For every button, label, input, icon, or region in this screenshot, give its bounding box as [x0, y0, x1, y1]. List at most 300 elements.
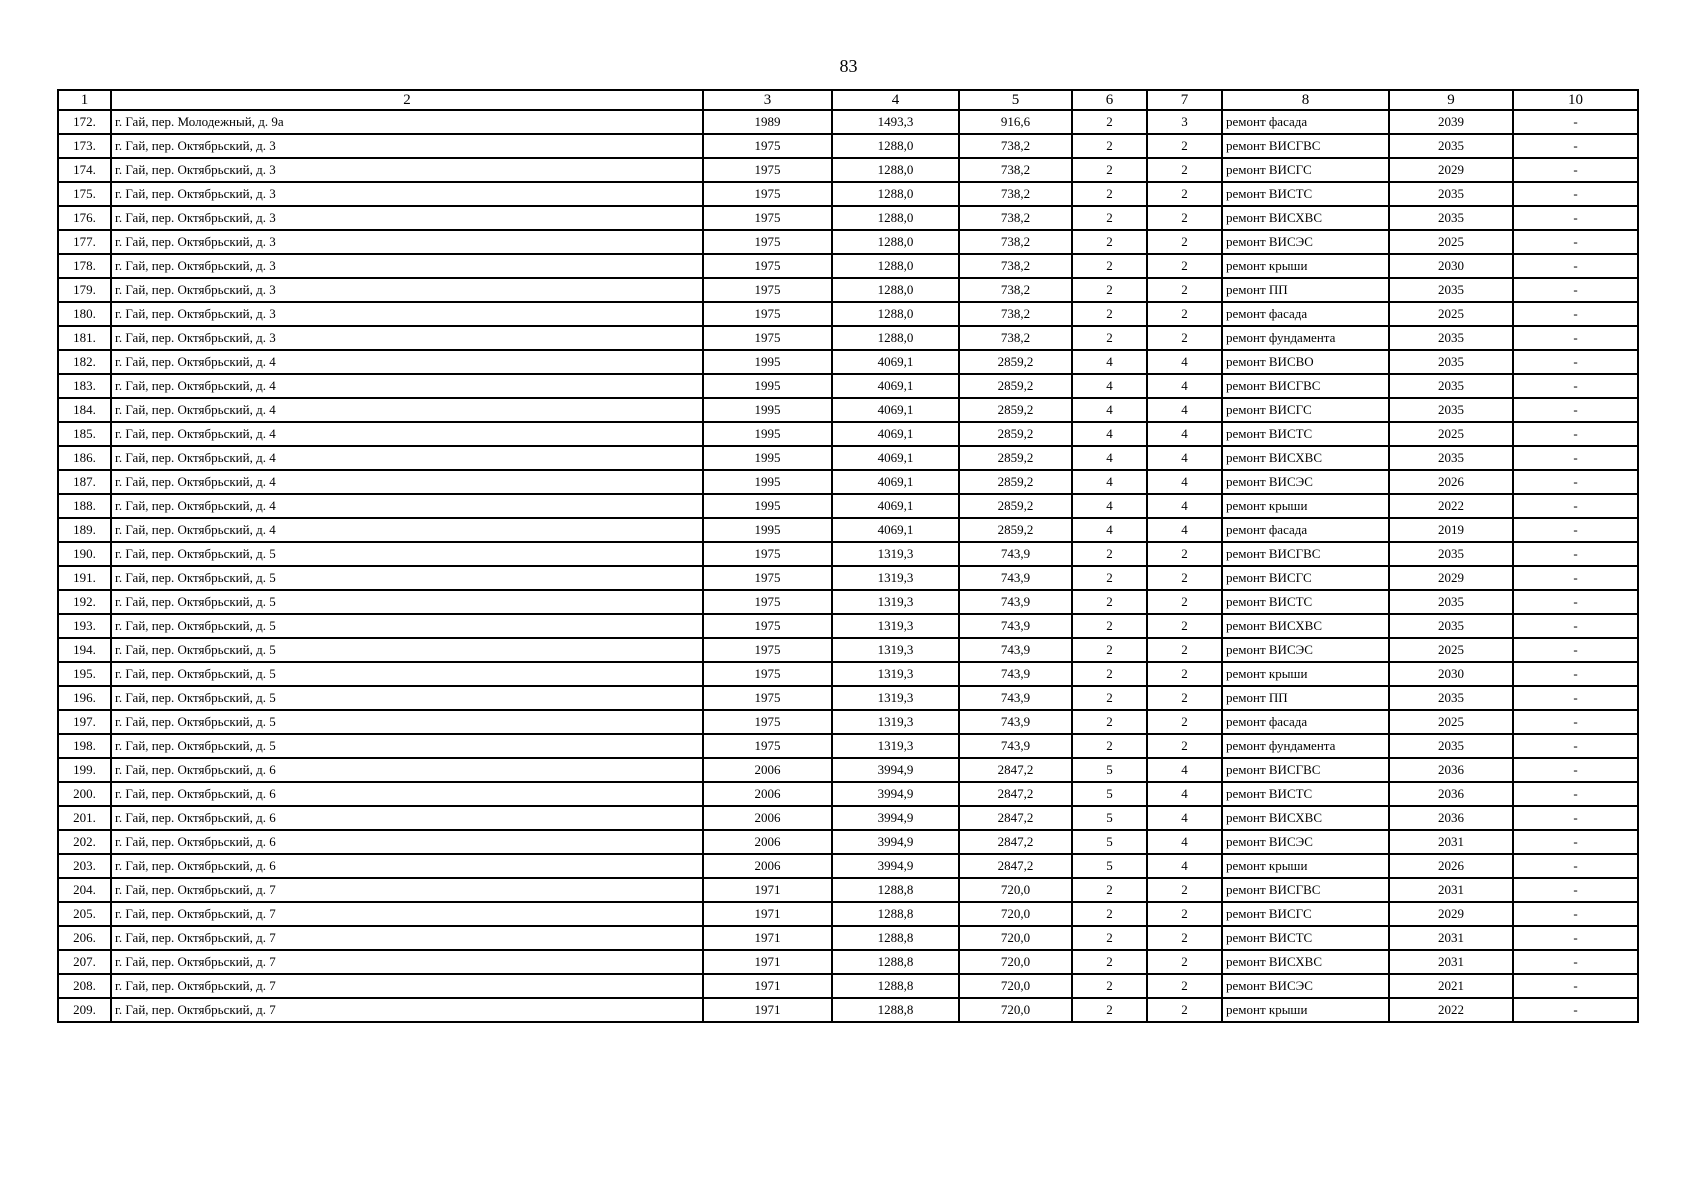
total-area-cell: 3994,9 [832, 758, 959, 782]
address-cell: г. Гай, пер. Октябрьский, д. 5 [111, 614, 703, 638]
year-built-cell: 1975 [703, 158, 832, 182]
total-area-cell: 1319,3 [832, 638, 959, 662]
table-header [58, 90, 1638, 110]
total-area-cell: 1319,3 [832, 662, 959, 686]
entrances-cell: 3 [1147, 110, 1222, 134]
table-row [58, 206, 1638, 230]
row-number-cell: 190. [58, 542, 111, 566]
note-cell: - [1513, 350, 1638, 374]
living-area-cell: 743,9 [959, 686, 1072, 710]
total-area-cell: 1288,0 [832, 278, 959, 302]
living-area-cell: 743,9 [959, 614, 1072, 638]
note-cell: - [1513, 134, 1638, 158]
note-cell: - [1513, 926, 1638, 950]
total-area-cell: 1288,8 [832, 902, 959, 926]
entrances-cell: 4 [1147, 830, 1222, 854]
address-cell: г. Гай, пер. Октябрьский, д. 7 [111, 926, 703, 950]
planned-year-cell: 2022 [1389, 998, 1513, 1022]
floors-cell: 2 [1072, 710, 1147, 734]
planned-year-cell: 2035 [1389, 542, 1513, 566]
total-area-cell: 1493,3 [832, 110, 959, 134]
living-area-cell: 743,9 [959, 710, 1072, 734]
total-area-cell: 1288,0 [832, 326, 959, 350]
planned-year-cell: 2039 [1389, 110, 1513, 134]
total-area-cell: 4069,1 [832, 422, 959, 446]
floors-cell: 2 [1072, 230, 1147, 254]
repair-type-cell: ремонт крыши [1222, 662, 1389, 686]
living-area-cell: 738,2 [959, 206, 1072, 230]
table-row [58, 494, 1638, 518]
year-built-cell: 1975 [703, 206, 832, 230]
table-row [58, 662, 1638, 686]
floors-cell: 2 [1072, 254, 1147, 278]
planned-year-cell: 2026 [1389, 470, 1513, 494]
year-built-cell: 1975 [703, 302, 832, 326]
note-cell: - [1513, 518, 1638, 542]
table-row [58, 422, 1638, 446]
table-row [58, 230, 1638, 254]
planned-year-cell: 2035 [1389, 614, 1513, 638]
total-area-cell: 1288,0 [832, 158, 959, 182]
note-cell: - [1513, 686, 1638, 710]
address-cell: г. Гай, пер. Октябрьский, д. 6 [111, 806, 703, 830]
living-area-cell: 743,9 [959, 662, 1072, 686]
planned-year-cell: 2025 [1389, 422, 1513, 446]
row-number-cell: 192. [58, 590, 111, 614]
entrances-cell: 4 [1147, 446, 1222, 470]
row-number-cell: 193. [58, 614, 111, 638]
header-cell-col6: 6 [1072, 90, 1147, 110]
living-area-cell: 2859,2 [959, 518, 1072, 542]
address-cell: г. Гай, пер. Октябрьский, д. 6 [111, 854, 703, 878]
row-number-cell: 178. [58, 254, 111, 278]
year-built-cell: 2006 [703, 854, 832, 878]
planned-year-cell: 2031 [1389, 950, 1513, 974]
living-area-cell: 720,0 [959, 950, 1072, 974]
row-number-cell: 184. [58, 398, 111, 422]
repair-type-cell: ремонт ВИСТС [1222, 182, 1389, 206]
planned-year-cell: 2030 [1389, 662, 1513, 686]
entrances-cell: 2 [1147, 302, 1222, 326]
living-area-cell: 2859,2 [959, 350, 1072, 374]
row-number-cell: 194. [58, 638, 111, 662]
planned-year-cell: 2025 [1389, 302, 1513, 326]
total-area-cell: 1319,3 [832, 734, 959, 758]
living-area-cell: 738,2 [959, 254, 1072, 278]
page-number: 83 [839, 56, 858, 76]
row-number-cell: 208. [58, 974, 111, 998]
planned-year-cell: 2031 [1389, 830, 1513, 854]
entrances-cell: 2 [1147, 254, 1222, 278]
note-cell: - [1513, 878, 1638, 902]
entrances-cell: 2 [1147, 662, 1222, 686]
row-number-cell: 181. [58, 326, 111, 350]
note-cell: - [1513, 998, 1638, 1022]
address-cell: г. Гай, пер. Октябрьский, д. 4 [111, 518, 703, 542]
total-area-cell: 1288,8 [832, 878, 959, 902]
total-area-cell: 1288,8 [832, 974, 959, 998]
row-number-cell: 180. [58, 302, 111, 326]
header-cell-col2: 2 [111, 90, 703, 110]
address-cell: г. Гай, пер. Октябрьский, д. 3 [111, 182, 703, 206]
address-cell: г. Гай, пер. Октябрьский, д. 3 [111, 230, 703, 254]
address-cell: г. Гай, пер. Октябрьский, д. 6 [111, 830, 703, 854]
total-area-cell: 4069,1 [832, 446, 959, 470]
row-number-cell: 196. [58, 686, 111, 710]
entrances-cell: 4 [1147, 494, 1222, 518]
planned-year-cell: 2035 [1389, 326, 1513, 350]
row-number-cell: 199. [58, 758, 111, 782]
row-number-cell: 206. [58, 926, 111, 950]
planned-year-cell: 2035 [1389, 398, 1513, 422]
repair-type-cell: ремонт ВИСГС [1222, 902, 1389, 926]
table-row [58, 590, 1638, 614]
header-cell-col10: 10 [1513, 90, 1638, 110]
note-cell: - [1513, 566, 1638, 590]
note-cell: - [1513, 278, 1638, 302]
floors-cell: 2 [1072, 134, 1147, 158]
table-row [58, 686, 1638, 710]
note-cell: - [1513, 806, 1638, 830]
planned-year-cell: 2029 [1389, 158, 1513, 182]
floors-cell: 2 [1072, 638, 1147, 662]
note-cell: - [1513, 734, 1638, 758]
entrances-cell: 2 [1147, 614, 1222, 638]
address-cell: г. Гай, пер. Октябрьский, д. 7 [111, 974, 703, 998]
repair-type-cell: ремонт ВИСЭС [1222, 830, 1389, 854]
note-cell: - [1513, 614, 1638, 638]
planned-year-cell: 2030 [1389, 254, 1513, 278]
address-cell: г. Гай, пер. Молодежный, д. 9а [111, 110, 703, 134]
entrances-cell: 4 [1147, 782, 1222, 806]
planned-year-cell: 2025 [1389, 710, 1513, 734]
repair-type-cell: ремонт фасада [1222, 710, 1389, 734]
entrances-cell: 2 [1147, 686, 1222, 710]
repair-type-cell: ремонт ВИСГС [1222, 398, 1389, 422]
repair-type-cell: ремонт ВИСТС [1222, 926, 1389, 950]
note-cell: - [1513, 542, 1638, 566]
note-cell: - [1513, 830, 1638, 854]
year-built-cell: 1971 [703, 926, 832, 950]
header-cell-col3: 3 [703, 90, 832, 110]
year-built-cell: 1995 [703, 374, 832, 398]
row-number-cell: 182. [58, 350, 111, 374]
table-row [58, 374, 1638, 398]
year-built-cell: 1975 [703, 638, 832, 662]
repair-type-cell: ремонт ВИСГВС [1222, 374, 1389, 398]
repair-type-cell: ремонт ВИСЭС [1222, 974, 1389, 998]
year-built-cell: 1975 [703, 134, 832, 158]
entrances-cell: 2 [1147, 542, 1222, 566]
repair-type-cell: ремонт ВИСХВС [1222, 446, 1389, 470]
note-cell: - [1513, 494, 1638, 518]
planned-year-cell: 2035 [1389, 446, 1513, 470]
year-built-cell: 1995 [703, 518, 832, 542]
note-cell: - [1513, 470, 1638, 494]
year-built-cell: 1975 [703, 686, 832, 710]
address-cell: г. Гай, пер. Октябрьский, д. 5 [111, 662, 703, 686]
floors-cell: 5 [1072, 782, 1147, 806]
note-cell: - [1513, 758, 1638, 782]
repair-type-cell: ремонт ВИСХВС [1222, 206, 1389, 230]
living-area-cell: 2847,2 [959, 854, 1072, 878]
total-area-cell: 1288,0 [832, 230, 959, 254]
year-built-cell: 1971 [703, 950, 832, 974]
note-cell: - [1513, 374, 1638, 398]
note-cell: - [1513, 446, 1638, 470]
row-number-cell: 172. [58, 110, 111, 134]
living-area-cell: 2847,2 [959, 830, 1072, 854]
address-cell: г. Гай, пер. Октябрьский, д. 5 [111, 566, 703, 590]
planned-year-cell: 2031 [1389, 878, 1513, 902]
floors-cell: 4 [1072, 350, 1147, 374]
living-area-cell: 2847,2 [959, 806, 1072, 830]
address-cell: г. Гай, пер. Октябрьский, д. 3 [111, 206, 703, 230]
planned-year-cell: 2036 [1389, 806, 1513, 830]
total-area-cell: 1288,8 [832, 926, 959, 950]
address-cell: г. Гай, пер. Октябрьский, д. 4 [111, 494, 703, 518]
repair-type-cell: ремонт фасада [1222, 518, 1389, 542]
entrances-cell: 2 [1147, 734, 1222, 758]
address-cell: г. Гай, пер. Октябрьский, д. 3 [111, 278, 703, 302]
total-area-cell: 4069,1 [832, 470, 959, 494]
entrances-cell: 2 [1147, 590, 1222, 614]
year-built-cell: 1975 [703, 662, 832, 686]
living-area-cell: 738,2 [959, 182, 1072, 206]
repair-type-cell: ремонт ВИСЭС [1222, 470, 1389, 494]
total-area-cell: 4069,1 [832, 494, 959, 518]
repair-type-cell: ремонт ВИСГС [1222, 158, 1389, 182]
address-cell: г. Гай, пер. Октябрьский, д. 5 [111, 542, 703, 566]
row-number-cell: 186. [58, 446, 111, 470]
entrances-cell: 2 [1147, 974, 1222, 998]
table-row [58, 638, 1638, 662]
floors-cell: 2 [1072, 662, 1147, 686]
note-cell: - [1513, 782, 1638, 806]
year-built-cell: 1975 [703, 734, 832, 758]
note-cell: - [1513, 110, 1638, 134]
row-number-cell: 201. [58, 806, 111, 830]
total-area-cell: 1319,3 [832, 566, 959, 590]
floors-cell: 2 [1072, 158, 1147, 182]
floors-cell: 2 [1072, 686, 1147, 710]
year-built-cell: 1971 [703, 974, 832, 998]
table-row [58, 350, 1638, 374]
row-number-cell: 198. [58, 734, 111, 758]
floors-cell: 5 [1072, 806, 1147, 830]
note-cell: - [1513, 590, 1638, 614]
repair-type-cell: ремонт ВИСХВС [1222, 950, 1389, 974]
planned-year-cell: 2035 [1389, 734, 1513, 758]
note-cell: - [1513, 902, 1638, 926]
living-area-cell: 738,2 [959, 302, 1072, 326]
floors-cell: 5 [1072, 854, 1147, 878]
table-row [58, 782, 1638, 806]
floors-cell: 2 [1072, 998, 1147, 1022]
living-area-cell: 738,2 [959, 158, 1072, 182]
repair-type-cell: ремонт ВИСГВС [1222, 758, 1389, 782]
living-area-cell: 738,2 [959, 278, 1072, 302]
table-row [58, 902, 1638, 926]
table-row [58, 470, 1638, 494]
repair-type-cell: ремонт ВИСЭС [1222, 638, 1389, 662]
living-area-cell: 2847,2 [959, 782, 1072, 806]
floors-cell: 2 [1072, 614, 1147, 638]
table-row [58, 710, 1638, 734]
total-area-cell: 1288,8 [832, 950, 959, 974]
table-row [58, 974, 1638, 998]
living-area-cell: 2859,2 [959, 470, 1072, 494]
note-cell: - [1513, 230, 1638, 254]
entrances-cell: 4 [1147, 422, 1222, 446]
header-cell-col4: 4 [832, 90, 959, 110]
floors-cell: 2 [1072, 974, 1147, 998]
row-number-cell: 203. [58, 854, 111, 878]
living-area-cell: 738,2 [959, 134, 1072, 158]
address-cell: г. Гай, пер. Октябрьский, д. 7 [111, 998, 703, 1022]
table-row [58, 158, 1638, 182]
header-cell-col5: 5 [959, 90, 1072, 110]
planned-year-cell: 2026 [1389, 854, 1513, 878]
header-cell-col8: 8 [1222, 90, 1389, 110]
address-cell: г. Гай, пер. Октябрьский, д. 4 [111, 422, 703, 446]
floors-cell: 2 [1072, 110, 1147, 134]
living-area-cell: 720,0 [959, 998, 1072, 1022]
table-row [58, 758, 1638, 782]
address-cell: г. Гай, пер. Октябрьский, д. 7 [111, 950, 703, 974]
repair-type-cell: ремонт ПП [1222, 278, 1389, 302]
floors-cell: 4 [1072, 470, 1147, 494]
living-area-cell: 738,2 [959, 230, 1072, 254]
total-area-cell: 4069,1 [832, 518, 959, 542]
living-area-cell: 743,9 [959, 590, 1072, 614]
entrances-cell: 4 [1147, 398, 1222, 422]
entrances-cell: 2 [1147, 638, 1222, 662]
table-body [58, 110, 1638, 1022]
repair-type-cell: ремонт фасада [1222, 110, 1389, 134]
row-number-cell: 179. [58, 278, 111, 302]
table-row [58, 950, 1638, 974]
floors-cell: 2 [1072, 902, 1147, 926]
year-built-cell: 1995 [703, 422, 832, 446]
total-area-cell: 4069,1 [832, 350, 959, 374]
table-row [58, 326, 1638, 350]
total-area-cell: 3994,9 [832, 830, 959, 854]
row-number-cell: 197. [58, 710, 111, 734]
floors-cell: 2 [1072, 542, 1147, 566]
repair-type-cell: ремонт крыши [1222, 494, 1389, 518]
floors-cell: 5 [1072, 758, 1147, 782]
entrances-cell: 2 [1147, 326, 1222, 350]
floors-cell: 2 [1072, 950, 1147, 974]
row-number-cell: 191. [58, 566, 111, 590]
repair-type-cell: ремонт крыши [1222, 254, 1389, 278]
capital-repair-table [57, 89, 1639, 1023]
table-row [58, 182, 1638, 206]
planned-year-cell: 2035 [1389, 134, 1513, 158]
total-area-cell: 4069,1 [832, 374, 959, 398]
year-built-cell: 1975 [703, 254, 832, 278]
total-area-cell: 1288,0 [832, 182, 959, 206]
note-cell: - [1513, 422, 1638, 446]
row-number-cell: 174. [58, 158, 111, 182]
planned-year-cell: 2035 [1389, 278, 1513, 302]
row-number-cell: 195. [58, 662, 111, 686]
total-area-cell: 1319,3 [832, 710, 959, 734]
note-cell: - [1513, 302, 1638, 326]
floors-cell: 4 [1072, 422, 1147, 446]
floors-cell: 2 [1072, 302, 1147, 326]
header-cell-col7: 7 [1147, 90, 1222, 110]
table-row [58, 830, 1638, 854]
row-number-cell: 202. [58, 830, 111, 854]
year-built-cell: 2006 [703, 830, 832, 854]
repair-type-cell: ремонт ПП [1222, 686, 1389, 710]
row-number-cell: 205. [58, 902, 111, 926]
planned-year-cell: 2035 [1389, 374, 1513, 398]
table-row [58, 110, 1638, 134]
row-number-cell: 175. [58, 182, 111, 206]
living-area-cell: 720,0 [959, 878, 1072, 902]
year-built-cell: 1975 [703, 542, 832, 566]
year-built-cell: 1975 [703, 614, 832, 638]
year-built-cell: 1995 [703, 446, 832, 470]
year-built-cell: 1975 [703, 326, 832, 350]
repair-type-cell: ремонт фундамента [1222, 734, 1389, 758]
year-built-cell: 1975 [703, 182, 832, 206]
note-cell: - [1513, 950, 1638, 974]
living-area-cell: 2859,2 [959, 494, 1072, 518]
address-cell: г. Гай, пер. Октябрьский, д. 5 [111, 638, 703, 662]
floors-cell: 4 [1072, 398, 1147, 422]
floors-cell: 4 [1072, 446, 1147, 470]
entrances-cell: 2 [1147, 230, 1222, 254]
header-cell-col9: 9 [1389, 90, 1513, 110]
year-built-cell: 2006 [703, 758, 832, 782]
living-area-cell: 720,0 [959, 926, 1072, 950]
row-number-cell: 177. [58, 230, 111, 254]
note-cell: - [1513, 326, 1638, 350]
row-number-cell: 173. [58, 134, 111, 158]
address-cell: г. Гай, пер. Октябрьский, д. 4 [111, 470, 703, 494]
repair-type-cell: ремонт ВИСТС [1222, 590, 1389, 614]
repair-type-cell: ремонт ВИСГВС [1222, 134, 1389, 158]
year-built-cell: 2006 [703, 782, 832, 806]
floors-cell: 2 [1072, 590, 1147, 614]
planned-year-cell: 2035 [1389, 590, 1513, 614]
address-cell: г. Гай, пер. Октябрьский, д. 3 [111, 158, 703, 182]
living-area-cell: 2847,2 [959, 758, 1072, 782]
row-number-cell: 188. [58, 494, 111, 518]
header-row [58, 90, 1638, 110]
living-area-cell: 738,2 [959, 326, 1072, 350]
row-number-cell: 189. [58, 518, 111, 542]
entrances-cell: 2 [1147, 134, 1222, 158]
floors-cell: 2 [1072, 278, 1147, 302]
floors-cell: 2 [1072, 566, 1147, 590]
planned-year-cell: 2035 [1389, 182, 1513, 206]
note-cell: - [1513, 182, 1638, 206]
living-area-cell: 743,9 [959, 566, 1072, 590]
year-built-cell: 1995 [703, 470, 832, 494]
row-number-cell: 176. [58, 206, 111, 230]
total-area-cell: 1319,3 [832, 614, 959, 638]
address-cell: г. Гай, пер. Октябрьский, д. 4 [111, 374, 703, 398]
entrances-cell: 2 [1147, 158, 1222, 182]
floors-cell: 2 [1072, 206, 1147, 230]
entrances-cell: 2 [1147, 878, 1222, 902]
year-built-cell: 1975 [703, 278, 832, 302]
